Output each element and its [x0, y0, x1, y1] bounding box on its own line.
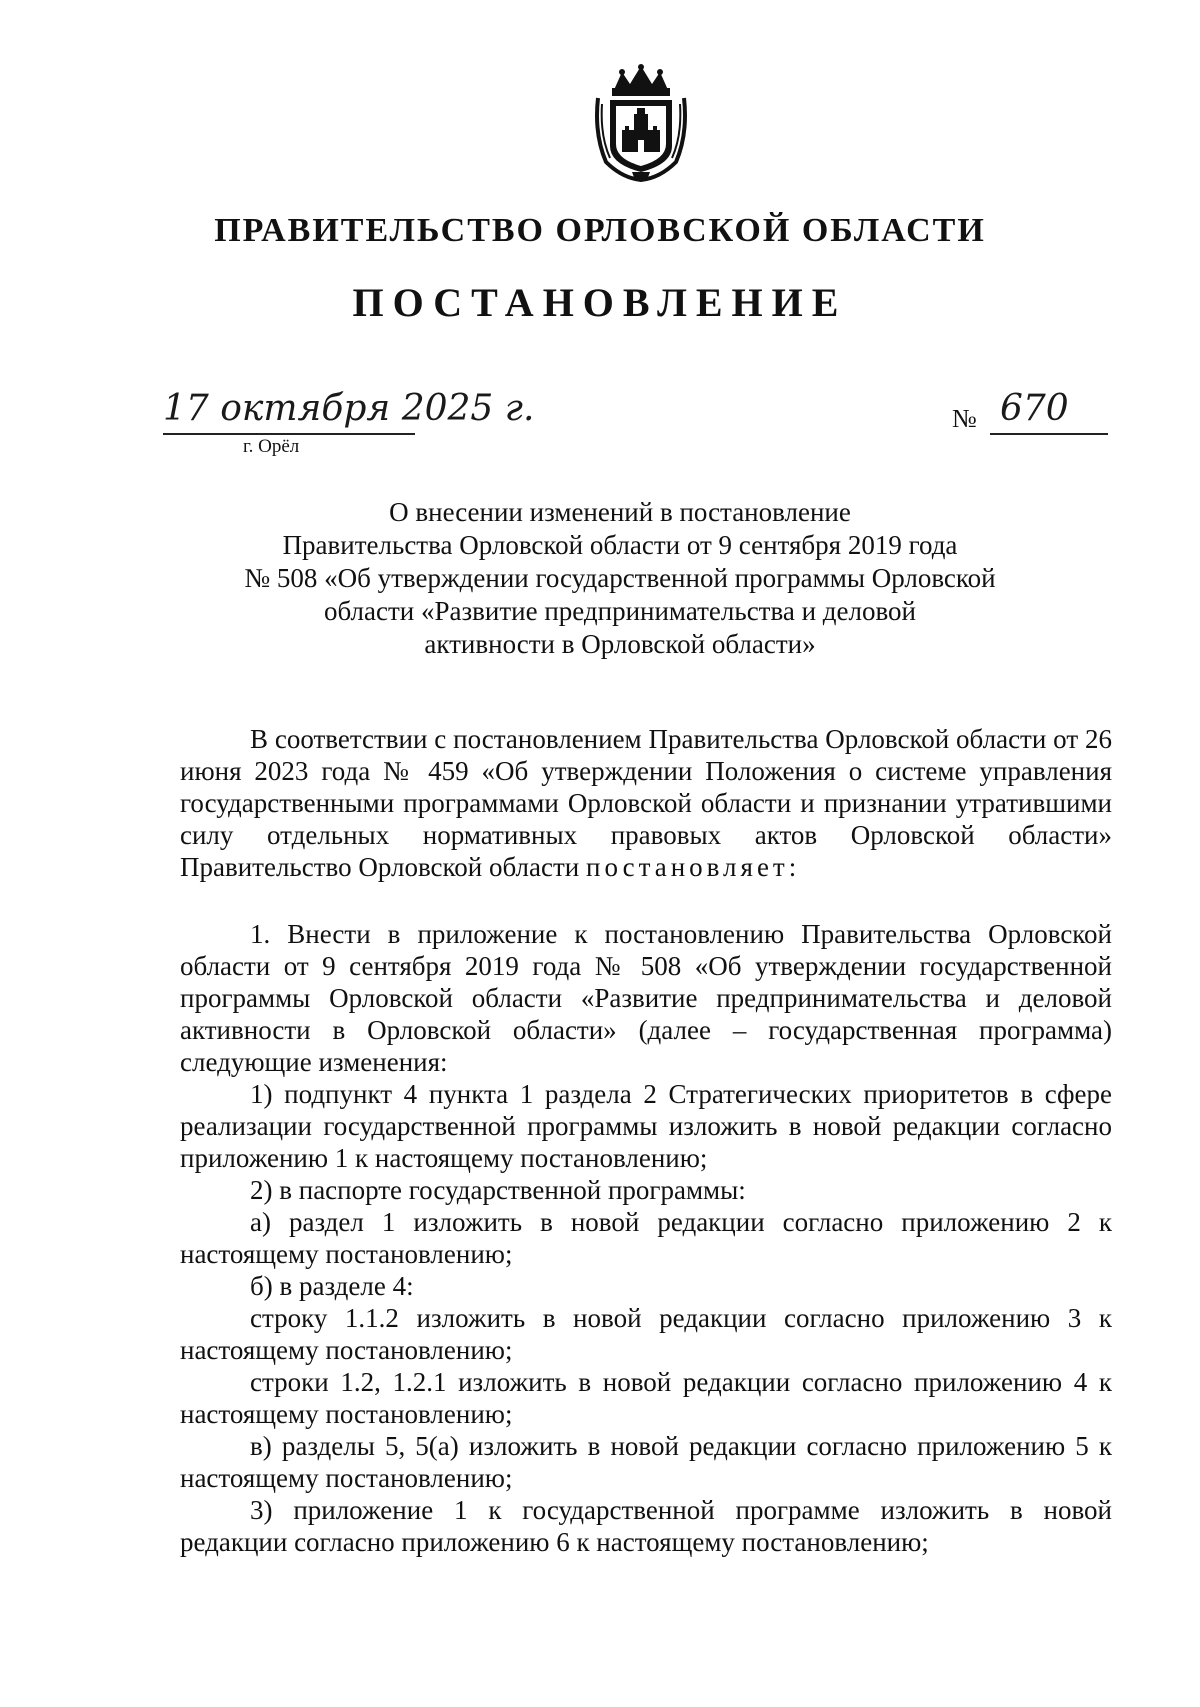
item-paragraph: а) раздел 1 изложить в новой редакции согласно приложению 2 к настоящему постановлению;	[180, 1207, 1112, 1269]
number-sign: №	[952, 404, 977, 433]
preamble-paragraph	[180, 723, 1112, 883]
preamble-text: В соответствии с постановлением Правительства Орловской области от 26 июня 2023 года № 459 «Об утверждении Положения о системе управления государственными программами Орловской области и признании утратившими силу отдельных нормативных правовых актов Орловской области» Правительство Орловской области	[180, 724, 1112, 882]
item-paragraph: строки 1.2, 1.2.1 изложить в новой редакции согласно приложению 4 к настоящему постановлению;	[180, 1367, 1112, 1429]
date-underline	[163, 433, 415, 435]
document-type: ПОСТАНОВЛЕНИЕ	[352, 280, 848, 325]
decree-word: постановляет:	[586, 852, 801, 882]
item-paragraph: б) в разделе 4:	[250, 1271, 414, 1301]
document-body	[180, 723, 1112, 1558]
coat-of-arms-icon	[592, 64, 690, 182]
item-paragraph: 2) в паспорте государственной программы:	[250, 1175, 746, 1205]
number-underline	[990, 433, 1108, 435]
subject-line: активности в Орловской области»	[424, 629, 816, 659]
item-paragraph: 1) подпункт 4 пункта 1 раздела 2 Стратегических приоритетов в сфере реализации государственной программы изложить в новой редакции согласно приложению 1 к настоящему постановлению;	[180, 1079, 1112, 1173]
government-name: ПРАВИТЕЛЬСТВО ОРЛОВСКОЙ ОБЛАСТИ	[214, 212, 986, 249]
subject-line: Правительства Орловской области от 9 сентября 2019 года	[282, 530, 958, 560]
document-subject	[200, 496, 1040, 661]
handwritten-date: 17 октября 2025 г.	[163, 388, 535, 429]
subject-line: области «Развитие предпринимательства и деловой	[323, 596, 917, 626]
item-paragraph: в) разделы 5, 5(а) изложить в новой редакции согласно приложению 5 к настоящему постановлению;	[180, 1431, 1112, 1493]
handwritten-number: 670	[1000, 388, 1069, 429]
item-paragraph: 1. Внести в приложение к постановлению Правительства Орловской области от 9 сентября 2019 года № 508 «Об утверждении государственной программы Орловской области «Развитие предпринимательства и деловой активности в Орловской области» (далее – государственная программа) следующие изменения:	[180, 919, 1112, 1077]
item-paragraph: 3) приложение 1 к государственной программе изложить в новой редакции согласно приложению 6 к настоящему постановлению;	[180, 1495, 1112, 1557]
city: г. Орёл	[243, 436, 300, 457]
subject-line: № 508 «Об утверждении государственной программы Орловской	[244, 563, 996, 593]
item-paragraph: строку 1.1.2 изложить в новой редакции согласно приложению 3 к настоящему постановлению;	[180, 1303, 1112, 1365]
subject-line: О внесении изменений в постановление	[389, 497, 851, 527]
